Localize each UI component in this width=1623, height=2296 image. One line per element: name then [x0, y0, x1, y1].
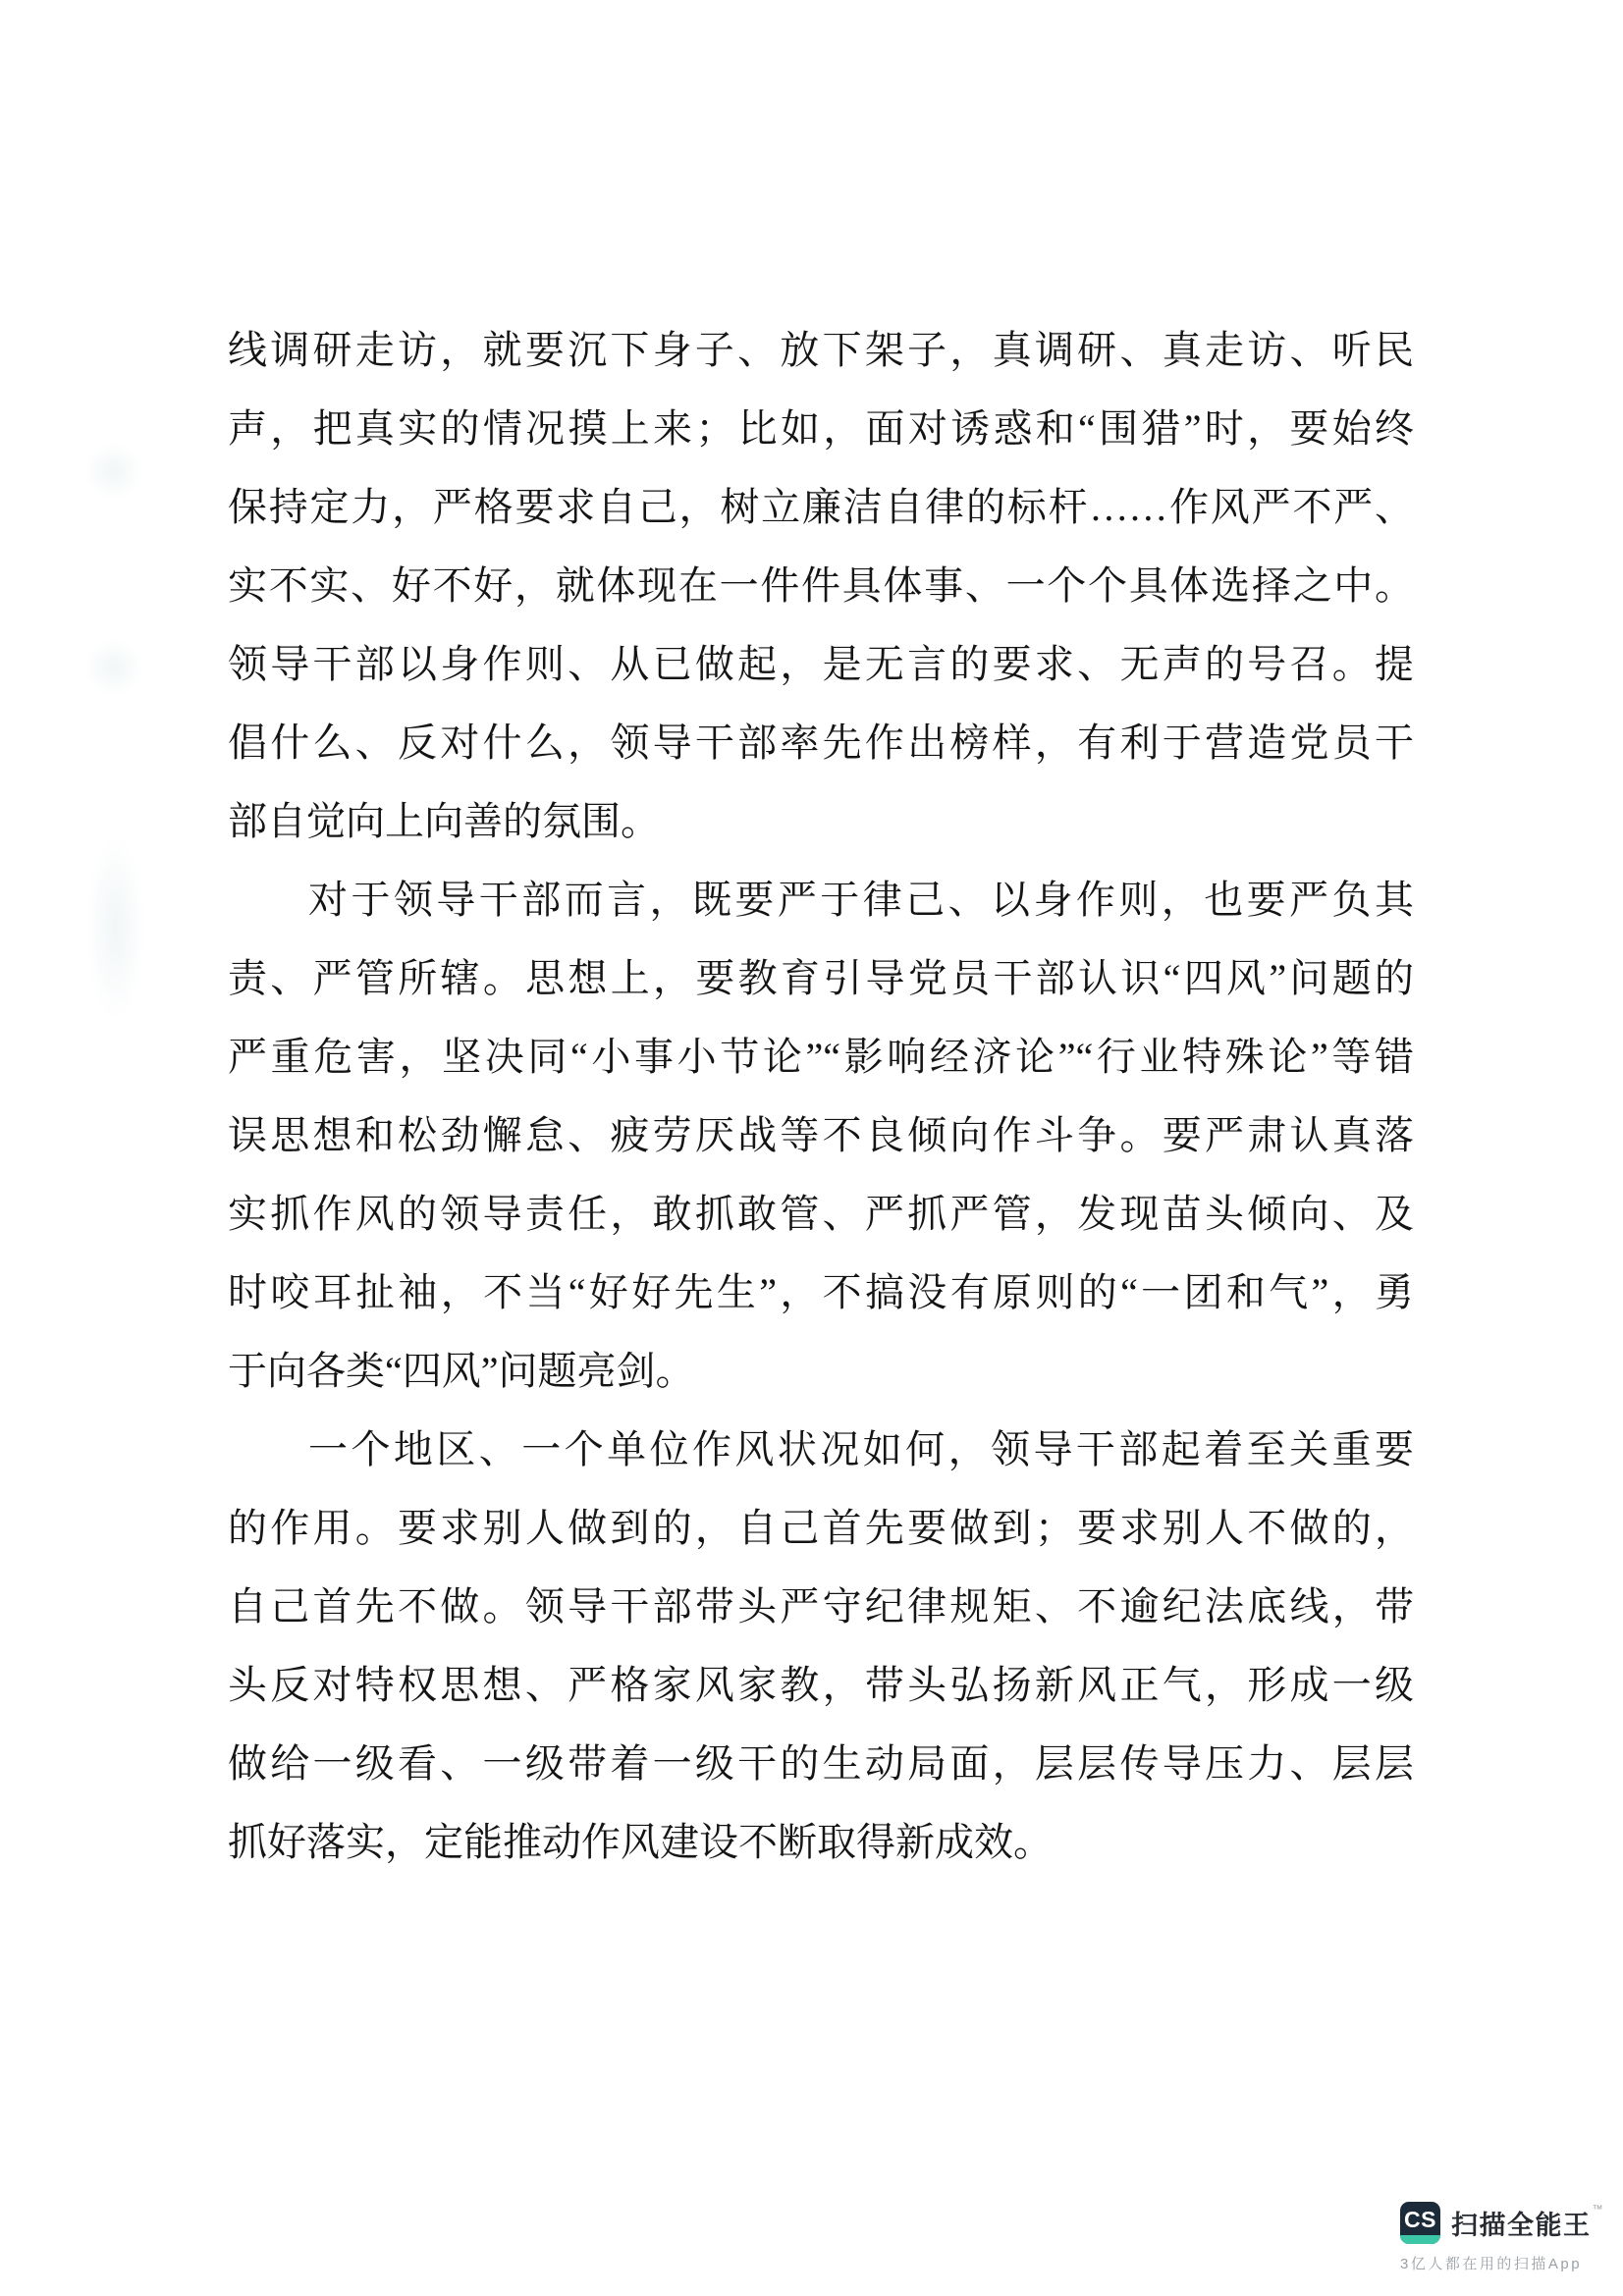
text-line: 实抓作风的领导责任，敢抓敢管、严抓严管，发现苗头倾向、及	[228, 1192, 1414, 1236]
text-line: 严重危害，坚决同“小事小节论”“影响经济论”“行业特殊论”等错	[228, 1035, 1414, 1079]
scan-smudge	[84, 638, 143, 697]
text-line: 线调研走访，就要沉下身子、放下架子，真调研、真走访、听民	[228, 328, 1414, 372]
scan-smudge	[86, 834, 145, 1021]
text-line: 自己首先不做。领导干部带头严守纪律规矩、不逾纪法底线，带	[228, 1584, 1414, 1629]
document-body	[228, 311, 1414, 1882]
camscanner-logo-letters: CS	[1404, 2206, 1436, 2232]
text-line: 时咬耳扯袖，不当“好好先生”，不搞没有原则的“一团和气”，勇	[228, 1270, 1414, 1314]
trademark-symbol: ™	[1592, 2204, 1603, 2216]
text-line: 责、严管所辖。思想上，要教育引导党员干部认识“四风”问题的	[228, 956, 1414, 1000]
text-line: 头反对特权思想、严格家风家教，带头弘扬新风正气，形成一级	[228, 1663, 1414, 1707]
watermark-logo-row	[1400, 2202, 1603, 2244]
text-line: 部自觉向上向善的氛围。	[228, 799, 660, 843]
text-line: 一个地区、一个单位作风状况如何，领导干部起着至关重要	[308, 1427, 1414, 1471]
text-line: 误思想和松劲懈怠、疲劳厌战等不良倾向作斗争。要严肃认真落	[228, 1113, 1414, 1157]
text-line: 领导干部以身作则、从已做起，是无言的要求、无声的号召。提	[228, 642, 1414, 686]
camscanner-watermark	[1400, 2202, 1603, 2273]
text-line: 的作用。要求别人做到的，自己首先要做到；要求别人不做的，	[228, 1506, 1414, 1550]
camscanner-app-name: 扫描全能王	[1451, 2211, 1592, 2240]
text-line: 做给一级看、一级带着一级干的生动局面，层层传导压力、层层	[228, 1741, 1414, 1786]
camscanner-tagline: 3亿人都在用的扫描App	[1400, 2256, 1583, 2272]
camscanner-logo-icon	[1400, 2202, 1440, 2244]
text-line: 于向各类“四风”问题亮剑。	[228, 1349, 695, 1393]
text-line: 抓好落实，定能推动作风建设不断取得新成效。	[228, 1820, 1053, 1864]
text-line: 对于领导干部而言，既要严于律己、以身作则，也要严负其	[308, 878, 1414, 922]
text-line: 倡什么、反对什么，领导干部率先作出榜样，有利于营造党员干	[228, 721, 1414, 765]
watermark-title-wrap	[1451, 2204, 1603, 2242]
text-line: 声，把真实的情况摸上来；比如，面对诱惑和“围猎”时，要始终	[228, 406, 1414, 451]
camscanner-logo-accent-strip	[1400, 2235, 1440, 2244]
text-line: 保持定力，严格要求自己，树立廉洁自律的标杆……作风严不严、	[228, 485, 1414, 529]
scan-smudge	[84, 442, 143, 501]
text-line: 实不实、好不好，就体现在一件件具体事、一个个具体选择之中。	[228, 563, 1414, 608]
